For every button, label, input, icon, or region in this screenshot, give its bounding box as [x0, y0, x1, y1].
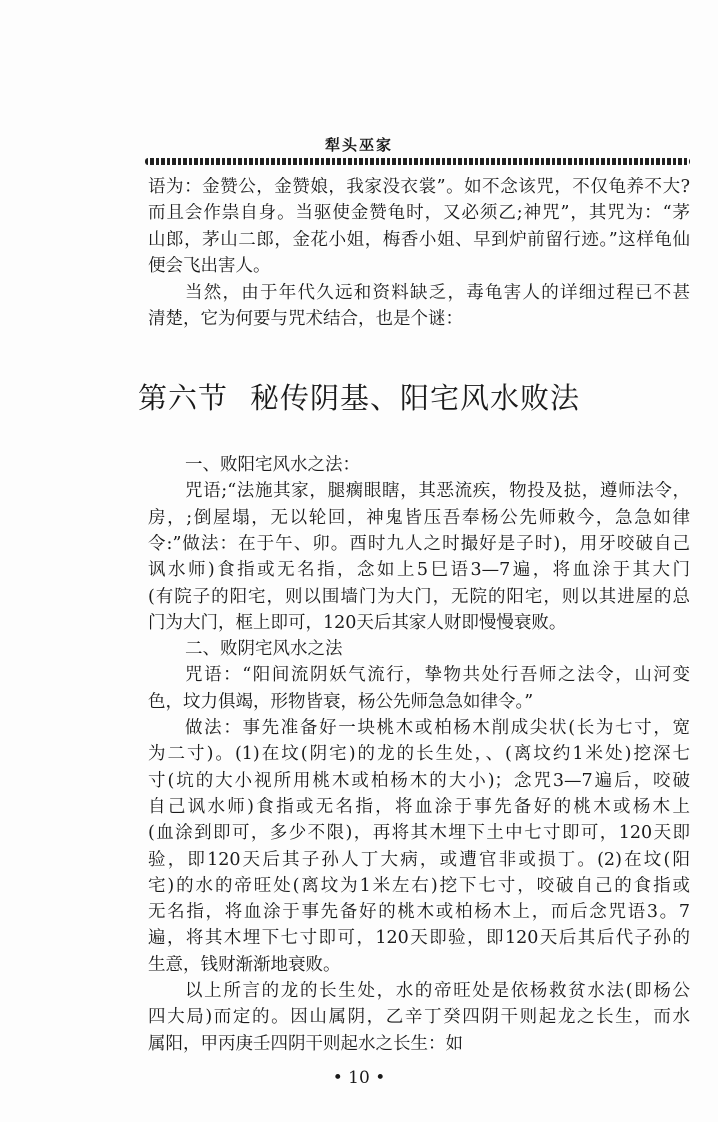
section-heading: 秘传阴基、阳宅风水败法	[250, 381, 581, 415]
text-line: 二、败阴宅风水之法	[185, 639, 343, 660]
text-line: (血涂到即可，多少不限)，再将其木埋下土中七寸即可，120天即	[148, 823, 690, 844]
text-line: 语为：金赞公，金赞娘，我家没衣裳”。如不念该咒，不仅龟养不大?	[148, 177, 690, 197]
text-line: 寸(坑的大小视所用桃木或柏杨木的大小)；念咒3—7遍后，咬破	[148, 770, 690, 791]
text-line: 宅)的水的帝旺处(离坟为1米左右)挖下七寸，咬破自己的食指或	[148, 875, 690, 896]
text-line: 为二寸)。(1)在坟(阴宅)的龙的长生处，、(离坟约1米处)挖深七	[148, 744, 690, 765]
text-line: 清楚，它为何要与咒术结合，也是个谜：	[148, 309, 463, 329]
text-line: 色，坟力俱竭，形物皆衰，杨公先师急急如律令。”	[148, 691, 534, 712]
text-line: 生意，钱财渐渐地衰败。	[148, 954, 341, 975]
text-line: 咒语;“法施其家，腿瘸眼瞎，其恶流疾，物投及挞，遵师法令，	[185, 481, 690, 502]
text-line: 一、败阳宅风水之法：	[185, 455, 360, 475]
page-number: • 10 •	[332, 1068, 386, 1088]
text-line: 属阳，甲丙庚壬四阴干则起水之长生：如	[148, 1033, 463, 1054]
text-line: 以上所言的龙的长生处，水的帝旺处是依杨救贫水法(即杨公	[185, 981, 690, 1001]
text-line: 自己讽水师)食指或无名指，将血涂于事先备好的桃木或杨木上	[148, 796, 690, 817]
text-line: 而且会作祟自身。当驱使金赞龟时，又必须乙;神咒”，其咒为：“茅	[148, 203, 690, 224]
text-line: 四大局)而定的。因山属阴，乙辛丁癸四阴干则起龙之长生，而水	[148, 1007, 690, 1028]
text-line: 门为大门，框上即可，120天后其家人财即慢慢衰败。	[148, 612, 567, 633]
ornamental-rule	[145, 158, 690, 165]
text-line: 便会飞出害人。	[148, 256, 271, 277]
text-line: 无名指，将血涂于事先备好的桃木或柏杨木上，而后念咒语3。7	[148, 902, 690, 923]
text-line: 遍，将其木埋下七寸即可，120天即验，即120天后其后代子孙的	[148, 928, 690, 949]
text-line: (有院子的阳宅，则以围墙门为大门，无院的阳宅，则以其进屋的总	[148, 586, 690, 607]
text-line: 令:”做法：在于午、卯。酉时九人之时撮好是子时)，用牙咬破自己	[148, 533, 690, 554]
text-line: 做法：事先准备好一块桃木或柏杨木削成尖状(长为七寸，宽	[185, 718, 690, 738]
section-number: 第六节	[137, 381, 228, 415]
running-head: 犁头巫家	[324, 136, 393, 154]
text-line: 咒语：“阳间流阴妖气流行，挚物共处行吾师之法令，山河变	[185, 665, 690, 686]
text-line: 房，;倒屋塌，无以轮回，神鬼皆压吾奉杨公先师敕今，急急如律	[148, 507, 690, 528]
text-line: 当然，由于年代久远和资料缺乏，毒龟害人的详细过程已不甚	[185, 282, 690, 303]
text-line: 山郎，茅山二郎，金花小姐，梅香小姐、早到炉前留行迹。”这样龟仙	[148, 229, 690, 250]
section-title	[0, 376, 718, 417]
text-line: 验，即120天后其子孙人丁大病，或遭官非或损丁。(2)在坟(阳	[148, 849, 690, 870]
text-line: 讽水师)食指或无名指，念如上5巳语3—7遍，将血涂于其大门	[148, 560, 690, 581]
